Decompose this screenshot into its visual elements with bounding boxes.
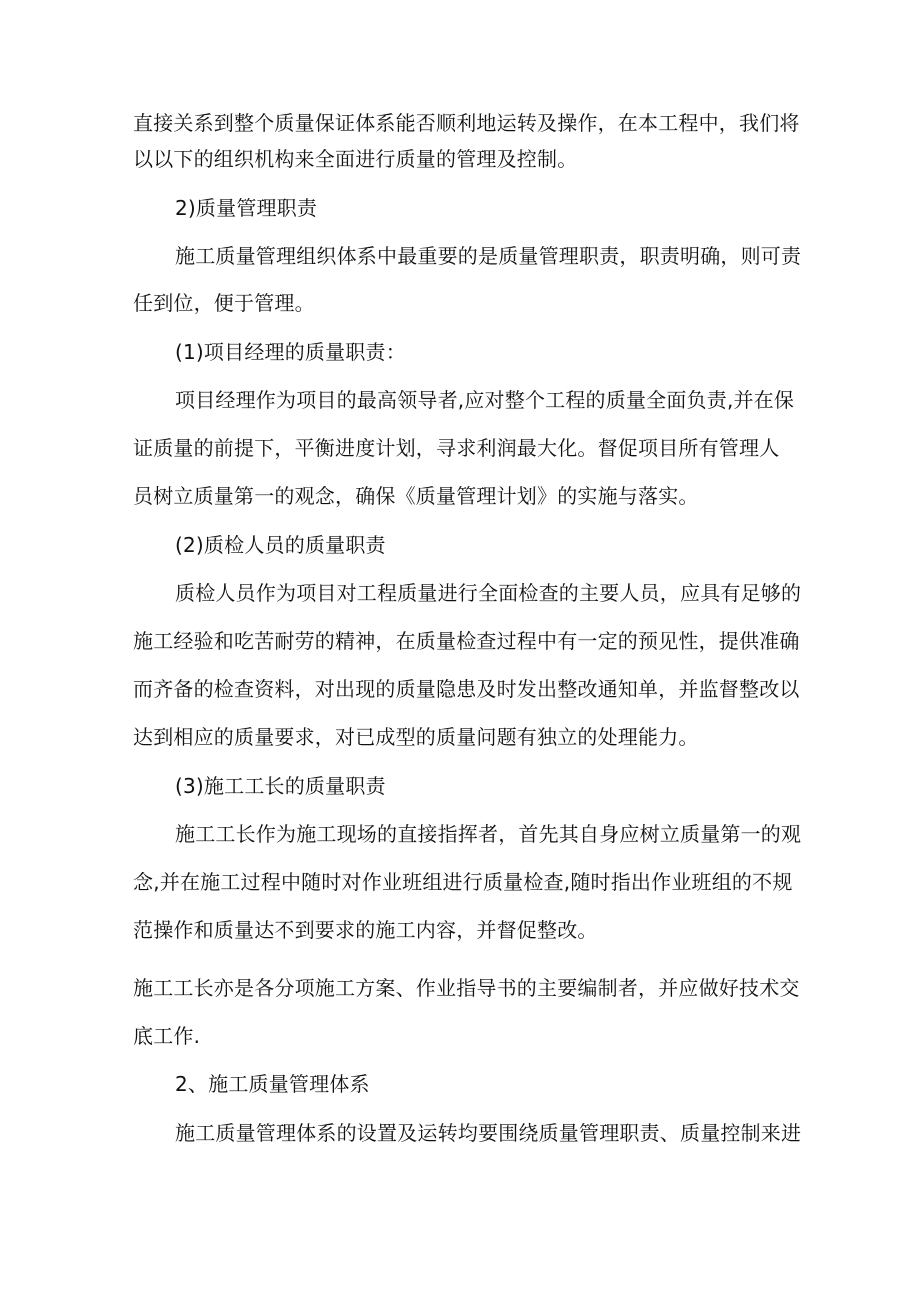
paragraph-line: 项目经理作为项目的最高领导者,应对整个工程的质量全面负责,并在保 [175,388,795,412]
paragraph-line: 以以下的组织机构来全面进行质量的管理及控制。 [133,147,578,171]
section-heading: 2)质量管理职责 [175,196,318,220]
section-heading: 2、施工质量管理体系 [175,1072,370,1096]
subsection-heading: (2)质检人员的质量职责 [175,533,386,557]
paragraph-line: 施工质量管理组织体系中最重要的是质量管理职责，职责明确，则可责 [175,244,802,268]
paragraph-line: 施工工长亦是各分项施工方案、作业指导书的主要编制者，并应做好技术交 [133,976,800,1000]
paragraph-line: 施工经验和吃苦耐劳的精神，在质量检查过程中有一定的预见性，提供准确 [133,629,800,653]
subsection-heading: (1)项目经理的质量职责： [175,340,406,364]
paragraph-line: 员树立质量第一的观念，确保《质量管理计划》的实施与落实。 [133,484,699,508]
paragraph-line: 达到相应的质量要求，对已成型的质量问题有独立的处理能力。 [133,725,699,749]
subsection-heading: (3)施工工长的质量职责 [175,774,386,798]
paragraph-line: 范操作和质量达不到要求的施工内容，并督促整改。 [133,918,598,942]
paragraph-line: 证质量的前提下，平衡进度计划，寻求利润最大化。督促项目所有管理人 [133,436,780,460]
paragraph-line: 直接关系到整个质量保证体系能否顺利地运转及操作，在本工程中，我们将 [133,111,800,135]
paragraph-line: 施工质量管理体系的设置及运转均要围绕质量管理职责、质量控制来进 [175,1121,802,1145]
paragraph-line: 质检人员作为项目对工程质量进行全面检查的主要人员，应具有足够的 [175,581,802,605]
paragraph-line: 任到位，便于管理。 [133,291,315,315]
paragraph-line: 底工作. [133,1024,201,1048]
paragraph-line: 施工工长作为施工现场的直接指挥者，首先其自身应树立质量第一的观 [175,822,802,846]
paragraph-line: 念,并在施工过程中随时对作业班组进行质量检查,随时指出作业班组的不规 [133,870,793,894]
paragraph-line: 而齐备的检查资料，对出现的质量隐患及时发出整改通知单，并监督整改以 [133,677,800,701]
